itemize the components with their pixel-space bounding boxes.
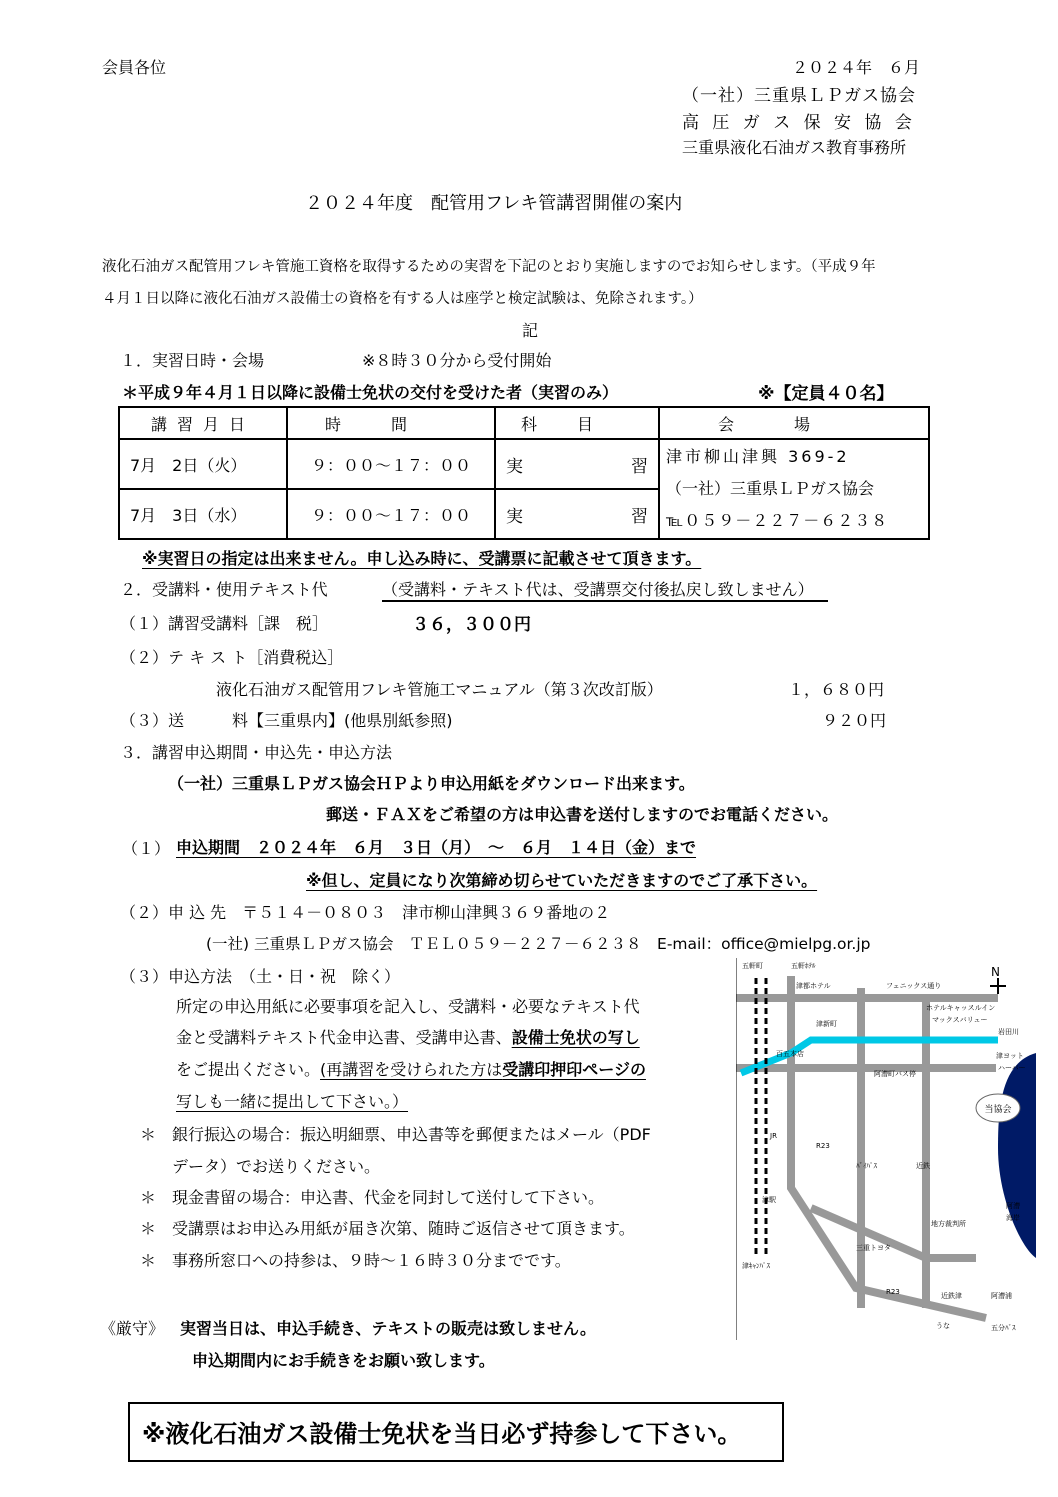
issue-date: ２０２４年 ６月 <box>792 58 921 77</box>
col-header-subject: 科目 <box>495 407 659 439</box>
row-date: 7月 3日（水） <box>119 489 287 539</box>
capacity-note: ※【定員４０名】 <box>758 384 894 404</box>
reception-note: ※８時３０分から受付開始 <box>362 351 552 370</box>
map-label: 津新町 <box>816 1020 837 1028</box>
sea-area <box>998 1053 1036 1258</box>
map-labels <box>742 961 1026 1332</box>
map-label: 五軒町 <box>742 962 763 970</box>
venue-cell <box>659 439 929 539</box>
mail-fax-note: 郵送・ＦＡＸをご希望の方は申込書を送付しますのでお電話ください。 <box>326 805 839 824</box>
map-label: 阿漕 <box>1006 1202 1020 1210</box>
map-label: 岩田川 <box>998 1028 1019 1036</box>
row-date: 7月 2日（火） <box>119 439 287 489</box>
strict-line-2: 申込期間内にお手続きをお願い致します。 <box>192 1351 495 1370</box>
venue-address: 津市柳山津興 369-2 <box>666 447 850 466</box>
row-time: ９：００～１７：００ <box>287 439 495 489</box>
col-header-time: 時間 <box>287 407 495 439</box>
period-capacity-note: ※但し、定員になり次第締め切らせていただきますのでご了承下さい。 <box>306 871 818 890</box>
method-line-2 <box>176 1025 640 1048</box>
strict-label: 《厳守》 <box>100 1319 165 1338</box>
map-label: JR <box>770 1132 777 1140</box>
method-line-2-text: 金と受講料テキスト代金申込書、受講申込書、 <box>176 1028 512 1047</box>
map-label: 海岸 <box>1006 1214 1020 1222</box>
license-copy-note: 設備士免状の写し <box>511 1028 640 1047</box>
office-delivery-note: ＊ 事務所窓口への持参は、９時～１６時３０分までです。 <box>140 1251 571 1270</box>
map-label: うな <box>936 1322 950 1330</box>
section3-heading: ３．講習申込期間・申込先・申込方法 <box>120 743 393 762</box>
refund-note: （受講料・テキスト代は、受講票交付後払戻し致しません） <box>382 577 828 602</box>
subject-char-a: 実 <box>506 456 523 477</box>
col-header-date: 講習月日 <box>119 407 287 439</box>
map-label: ハーバー <box>998 1064 1026 1072</box>
col-header-venue: 会場 <box>659 407 929 439</box>
table-row <box>119 439 929 489</box>
method-line-3-text: をご提出ください。 <box>176 1060 321 1079</box>
map-label: 地方裁判所 <box>931 1220 966 1228</box>
office-label: 当協会 <box>984 1105 1012 1115</box>
text-price: １，６８０円 <box>788 680 885 699</box>
license-reminder-box: ※液化石油ガス設備士免状を当日必ず持参して下さい。 <box>128 1402 784 1462</box>
map-label: 百五本店 <box>776 1050 804 1058</box>
subject-char-b: 習 <box>631 506 648 527</box>
page-title: ２０２４年度 配管用フレキ管講習開催の案内 <box>305 193 683 214</box>
map-label: 阿漕浦 <box>991 1292 1012 1300</box>
map-label: R23 <box>816 1142 830 1150</box>
retraining-note: (再講習を受けられた方は <box>320 1060 503 1079</box>
map-label: 阿漕町バス停 <box>874 1070 916 1078</box>
map-label: ホテルキャッスルイン <box>926 1004 996 1012</box>
section1-heading: １．実習日時・会場 <box>120 351 265 370</box>
application-period: 申込期間 ２０２４年 ６月 ３日（月） ～ ６月 １４日（金）まで <box>176 838 697 857</box>
map-label: 津都ホテル <box>796 982 831 990</box>
intro-line-2: ４月１日以降に液化石油ガス設備士の資格を有する人は座学と検定試験は、免除されます。） <box>102 291 703 307</box>
row-subject <box>495 439 659 489</box>
fee-value: ３６，３００円 <box>412 615 531 635</box>
section2-heading: ２．受講料・使用テキスト代 <box>120 580 328 599</box>
schedule-table <box>118 406 930 540</box>
venue-org: （一社）三重県ＬＰガス協会 <box>666 479 875 498</box>
north-label: N <box>991 965 1000 979</box>
org-name-1: （一社）三重県ＬＰガス協会 <box>682 86 916 106</box>
map-label: 津ヨット <box>996 1052 1024 1060</box>
access-map <box>736 958 1036 1340</box>
intro-line-1: 液化石油ガス配管用フレキ管施工資格を取得するための実習を下記のとおり実施しますのでお知らせします。（平成９年 <box>102 259 876 275</box>
map-label: 津駅 <box>762 1196 776 1204</box>
venue-tel: ℡０５９－２２７－６２３８ <box>666 511 889 530</box>
ticket-return-note: ＊ 受講票はお申込み用紙が届き次第、随時ご返信させて頂きます。 <box>140 1219 635 1238</box>
postage-label: （３）送 料【三重県内】(他県別紙参照) <box>120 711 453 730</box>
bank-transfer-note: ＊ 銀行振込の場合：振込明細票、申込書等を郵便またはメール（PDF <box>140 1125 651 1144</box>
subject-char-b: 習 <box>631 456 648 477</box>
registered-mail-note: ＊ 現金書留の場合：申込書、代金を同封して送付して下さい。 <box>140 1188 605 1207</box>
subject-char-a: 実 <box>506 506 523 527</box>
map-label: マックスバリュー <box>932 1016 988 1024</box>
map-label: 近鉄津 <box>941 1292 962 1300</box>
map-label: R23 <box>886 1288 900 1296</box>
org-name-3: 三重県液化石油ガス教育事務所 <box>682 138 907 157</box>
map-label: 近鉄 <box>916 1162 930 1170</box>
method-line-1: 所定の申込用紙に必要事項を記入し、受講料・必要なテキスト代 <box>176 997 640 1016</box>
map-label: 五軒ﾎﾃﾙ <box>791 962 816 970</box>
ki-mark: 記 <box>522 321 539 340</box>
destination-contact: (一社) 三重県ＬＰガス協会 ＴＥＬ０５９－２２７－６２３８ E-mail：office@mielpg.or.jp <box>206 935 871 953</box>
map-label: 三重トヨタ <box>856 1244 891 1252</box>
postage-value: ９２０円 <box>822 711 887 730</box>
text-title: 液化石油ガス配管用フレキ管施工マニュアル（第３次改訂版） <box>216 680 663 699</box>
map-label: フェニックス通り <box>886 982 942 990</box>
application-destination: （２）申 込 先 〒５１４－０８０３ 津市柳山津興３６９番地の２ <box>120 903 611 922</box>
schedule-note: ※実習日の指定は出来ません。申し込み時に、受講票に記載させて頂きます。 <box>142 549 702 568</box>
strict-line-1: 実習当日は、申込手続き、テキストの販売は致しません。 <box>180 1319 597 1338</box>
road-network <box>736 976 998 1318</box>
method-line-4: 写しも一緒に提出して下さい。） <box>176 1092 409 1111</box>
map-label: 津ｷｬﾝﾊﾟｽ <box>742 1262 770 1270</box>
target-note: ＊平成９年４月１日以降に設備士免状の交付を受けた者（実習のみ） <box>122 383 619 402</box>
fee-label: （１）講習受講料［課 税］ <box>120 614 329 633</box>
method-heading: （３）申込方法 （土・日・祝 除く） <box>120 967 401 986</box>
org-name-2: 高 圧 ガ ス 保 安 協 会 <box>682 113 916 133</box>
table-header-row <box>119 407 929 439</box>
recipient: 会員各位 <box>102 58 167 77</box>
row-subject <box>495 489 659 539</box>
period-label: （１） <box>122 839 171 858</box>
download-note: （一社）三重県ＬＰガス協会ＨＰより申込用紙をダウンロード出来ます。 <box>168 774 695 793</box>
bank-transfer-note-2: データ）でお送りください。 <box>172 1157 381 1176</box>
map-label: 五分ﾊﾞｽ <box>991 1324 1016 1332</box>
method-line-3 <box>176 1057 646 1080</box>
map-label: ﾊﾞｲﾊﾟｽ <box>856 1162 877 1170</box>
row-time: ９：００～１７：００ <box>287 489 495 539</box>
text-label: （２）テ キ ス ト［消費税込］ <box>120 648 344 667</box>
stamp-page-note: 受講印押印ページの <box>502 1060 646 1079</box>
